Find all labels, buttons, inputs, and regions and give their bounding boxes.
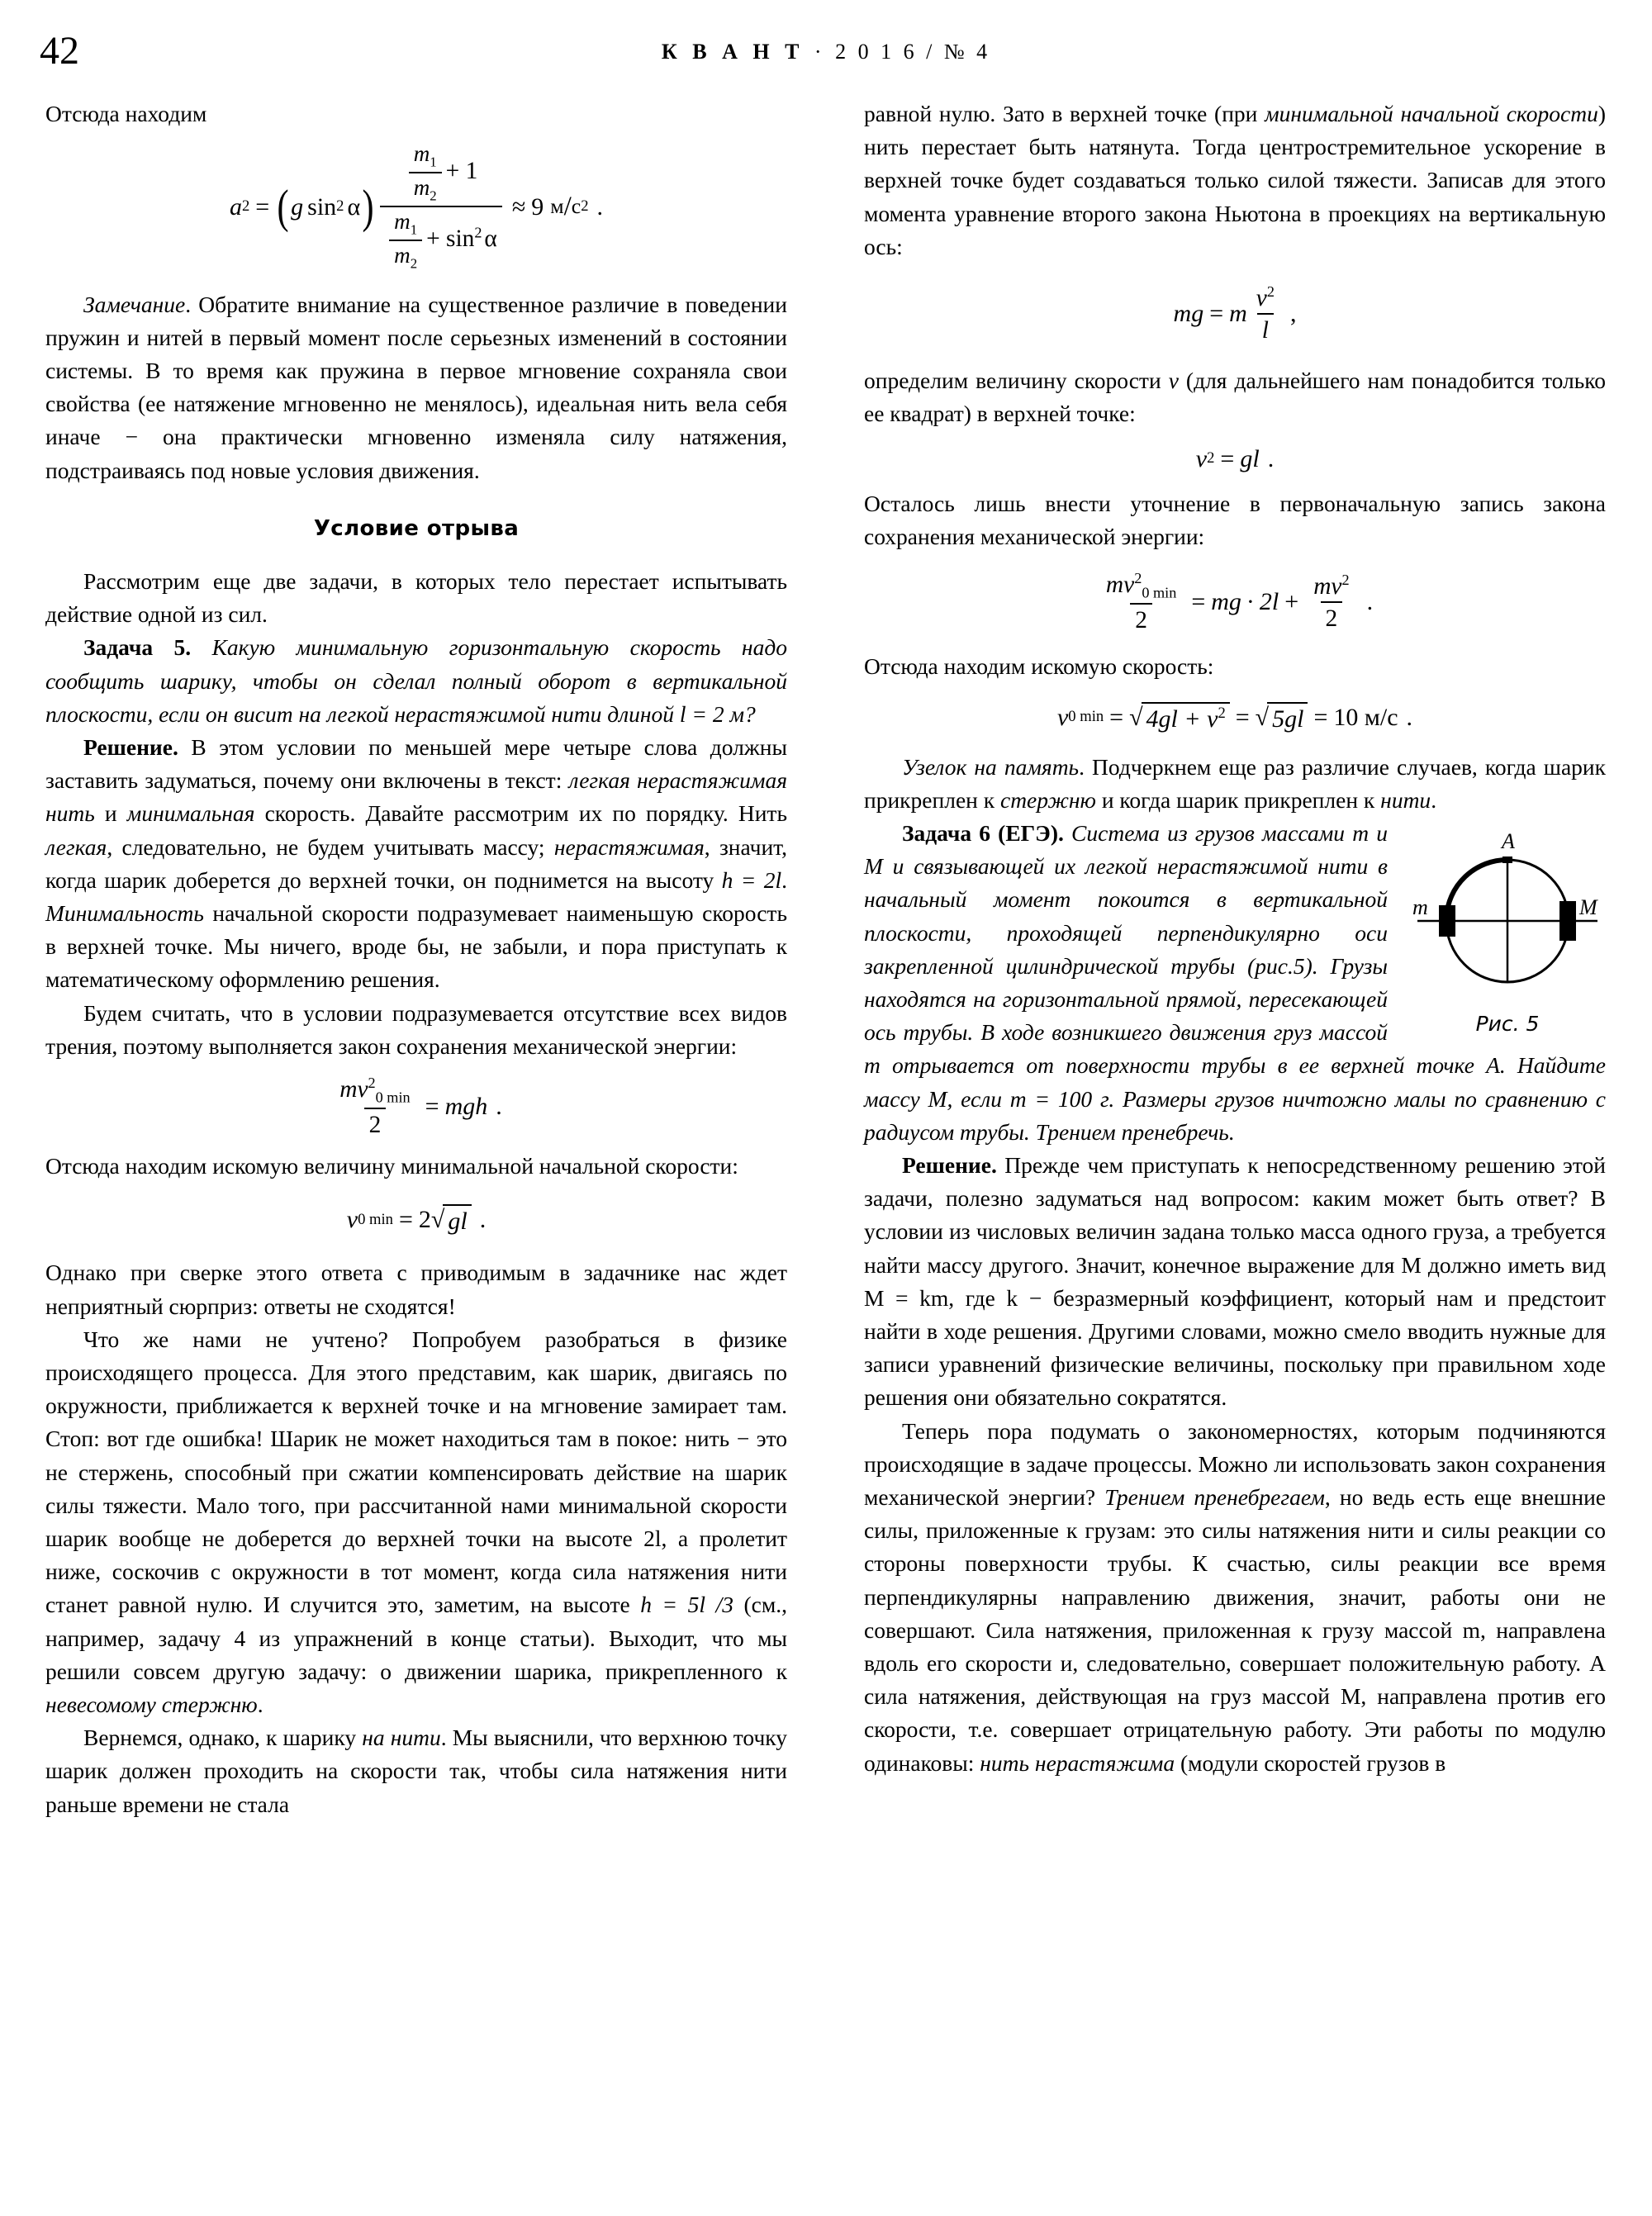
formula-a2-period: . — [596, 192, 604, 221]
v0-period: . — [479, 1206, 487, 1234]
solution-right-p1: Прежде чем приступать к непосредственному решению этой задачи, полезно задуматься над вопросом: каким может быть ответ? В условии из числовых величин задана только масса одного груза, а требуется найти массу другого. Значит, конечное выражение для M должно иметь вид M = km, где k − безразмерный коэффициент, который нам и предстоит найти в ходе решения. Другими словами, можно смело вводить нужные для записи уравнений физические величины, поскольку при правильном ходе решения они обязательно сократятся. — [864, 1152, 1606, 1411]
energy2-dot: · — [1246, 588, 1255, 616]
para-v-b: (для дальнейшего нам понадобится только ее квадрат) в верхней точке: — [864, 367, 1606, 426]
formula-a2-bigfrac — [380, 142, 502, 271]
paren-open: ( — [277, 180, 289, 233]
solution-right-p2-it2: нить нерастяжима — [980, 1749, 1175, 1776]
figure-5 — [1409, 823, 1606, 1041]
v0min-eq1: = — [1109, 703, 1124, 731]
formula-a2-plus-sin: + sin — [426, 225, 475, 252]
energy2-rhs-frac — [1308, 572, 1354, 632]
task6-solution-paragraph — [864, 1149, 1606, 1415]
knot-c: . — [1431, 786, 1437, 813]
num-m2-sub: 2 — [430, 187, 437, 204]
task6-label: Задача 6 — [902, 819, 991, 846]
v0-sqrt: √ gl — [431, 1204, 472, 1235]
para-analysis-it: невесомому стержню — [45, 1691, 258, 1717]
formula-a2: a 2 = ( g sin 2 α ) $\frac{m_1}{m_2}$ + 1 $\frac{m_1}{m_2}$ + $\sin^2 \alpha$ ≈ 9 м / с 2 . — [229, 141, 604, 272]
newton-comma: , — [1289, 300, 1297, 328]
para-analysis-c: . — [257, 1691, 263, 1717]
para-v — [864, 364, 1606, 430]
solution-right-p2-b: , но ведь есть еще внешние силы, приложенные к грузам: это силы натяжения нити и силы реакции со стороны поверхности трубы. К счастью, силы реакции все время перпендикулярны направлению движения, значит, работы они не совершают. Сила натяжения, приложенная к грузу массой m, направлена вдоль его скорости и, следовательно, совершает положительную работу. А сила натяжения, действующая на груз массой M, направлена против его скорости, т.е. совершает отрицательную работу. Эти работы по модулю одинаковы: — [864, 1484, 1606, 1776]
task6-ege: (ЕГЭ). — [990, 819, 1072, 846]
v2-period: . — [1267, 444, 1275, 472]
formula-newton — [864, 283, 1606, 344]
solution-p1-it4: нерастяжимая — [553, 833, 705, 860]
solution-p1-it3: легкая — [45, 833, 107, 860]
figure-label-a: A — [1502, 828, 1515, 853]
left-column — [45, 97, 787, 1821]
newton-v: v — [1256, 284, 1267, 311]
v0min-eq2: = — [1235, 703, 1250, 731]
formula-a2-plus-one: + 1 — [445, 158, 478, 185]
mass-m-block — [1439, 905, 1455, 937]
para-friction: Будем считать, что в условии подразумевается отсутствие всех видов трения, поэтому выполняется закон сохранения механической энергии: — [45, 999, 787, 1059]
solution-p1-d: , следовательно, не будем учитывать массу; — [107, 833, 554, 860]
energy2-eq: = — [1191, 588, 1206, 616]
figure-label-M: M — [1579, 894, 1597, 919]
energy2-v-sub: 0 min — [1142, 584, 1177, 601]
solution-p1-h: начальной скорости подразумевает наименьшую скорость в верхней точке. Мы ничего, вроде бы, не забыли, и пора приступать к математическому оформлению решения. — [45, 900, 787, 993]
formula-v0min-left — [45, 1204, 787, 1235]
v0-sub: 0 min — [358, 1210, 393, 1228]
paren-close: ) — [362, 180, 374, 233]
para-v-it: v — [1168, 367, 1179, 393]
knot-paragraph — [864, 751, 1606, 817]
energy-rhs: mgh — [444, 1093, 488, 1121]
num-m2: m — [413, 175, 430, 201]
para-top-it: минимальной начальной скорости — [1265, 101, 1598, 126]
solution-label-right: Решение. — [902, 1152, 997, 1179]
solution-p1-g: . — [781, 866, 787, 893]
figure-label-m: m — [1412, 894, 1428, 919]
energy-v: v — [357, 1075, 368, 1103]
solution-label-left: Решение. — [83, 734, 178, 761]
remark-text: . Обратите внимание на существенное различие в поведении пружин и нитей в первый момент после серьезных изменений в состоянии системы. В то время как пружина в первое мгновение сохраняла свои свойства (ее натяжение мгновенно не менялось), идеальная нить вела себя иначе − она практически мгновенно изменяла силу натяжения, подстраиваясь под новые условия движения. — [45, 291, 787, 483]
solution-p1-e: , значит, когда шарик доберется до верхней точки, он поднимется на высоту — [45, 833, 787, 893]
formula-a2-lhs: a — [229, 192, 242, 221]
energy2-m: m — [1105, 572, 1124, 599]
v0min-eq3: = — [1313, 703, 1328, 731]
newton-m: m — [1229, 300, 1247, 328]
formula-a2-eq: = — [255, 192, 270, 221]
task6-solution-paragraph-2 — [864, 1415, 1606, 1780]
den-m1: m — [394, 208, 411, 234]
v0min-sqrt1: √ $4gl + v^2$ — [1129, 702, 1230, 733]
energy2-period: . — [1366, 588, 1374, 616]
newton-v-sup: 2 — [1266, 283, 1275, 301]
energy2-mg: mg — [1211, 588, 1241, 616]
para-return — [45, 1721, 787, 1821]
energy2-lhs-frac — [1101, 570, 1181, 633]
solution-right-p2-c: (модули скоростей грузов в — [1175, 1749, 1446, 1776]
section-heading: Условие отрыва — [313, 515, 520, 541]
v0-coef: 2 — [418, 1206, 431, 1234]
para-v-a: определим величину скорости — [864, 367, 1169, 393]
formula-a2-g: g — [291, 192, 304, 221]
energy2-v: v — [1123, 572, 1135, 599]
newton-eq: = — [1209, 300, 1224, 328]
formula-a2-unit-num: м — [550, 194, 564, 219]
para-return-a: Вернемся, однако, к шарику — [83, 1725, 363, 1751]
solution-p1-c: скорость. Давайте рассмотрим их по порядку. Нить — [254, 800, 787, 827]
formula-a2-num-frac — [409, 142, 442, 204]
energy-m: m — [339, 1075, 358, 1103]
para-refine: Осталось лишь внести уточнение в первоначальную запись закона сохранения механической энергии: — [864, 490, 1606, 550]
energy2-plus: + — [1284, 588, 1299, 616]
solution-p1-a: В этом условии по меньшей мере четыре слова должны заставить задуматься, почему они включены в текст: — [45, 734, 787, 794]
para-top-b: ) нить перестает быть натянута. Тогда центростремительное ускорение в верхней точке будет создаваться только силой тяжести. Записав для этого момента уравнение второго закона Ньютона в проекциях на вертикальную ось: — [864, 101, 1606, 259]
para-return-b: . Мы выяснили, что верхнюю точку шарик должен проходить на скорости так, чтобы сила натяжения нити раньше времени не стала — [45, 1725, 787, 1817]
remark-label: Замечание — [83, 291, 186, 317]
para-analysis-a: Что же нами не учтено? Попробуем разобраться в физике происходящего процесса. Для этого представим, как шарик, двигаясь по окружности, приближается к верхней точке и на мгновение замирает там. Стоп: вот где ошибка! Шарик не может находиться там в покое: нить − это не стержень, способный при сжатии компенсировать действие на шарик силы тяжести. Мало того, при рассчитанной нами минимальной скорости шарик вообще не доберется до верхней точки на высоте 2l, а пролетит ниже, соскочив с окружности в тот момент, когда сила натяжения нити станет равной нулю. И случится это, заметим, на высоте — [45, 1326, 787, 1618]
solution-p1-it2: минимальная — [126, 800, 255, 827]
para-analysis-h: h = 5l /3 — [640, 1592, 733, 1618]
task6-statement: Система из грузов массами m и M и связывающей их легкой нерастяжимой нити в начальный момент покоится в вертикальной плоскости, проходящей перпендикулярно оси закрепленной цилиндрической трубы (рис.5). Грузы находятся на горизонтальной прямой, пересекающей ось трубы. В ходе возникшего движения груз массой m отрывается от поверхности трубы в ее верхней точке A. Найдите массу M, если m = 100 г. Размеры грузов ничтожно малы по сравнению с радиусом трубы. Трением пренебречь. — [864, 819, 1606, 1145]
v0-v: v — [346, 1206, 358, 1234]
num-m1-sub: 1 — [430, 154, 437, 170]
den-m2-sub: 2 — [410, 255, 418, 272]
formula-a2-plus-sin-pow: 2 — [474, 224, 482, 241]
header-separator: · — [814, 40, 825, 64]
formula-a2-sin: sin — [307, 192, 337, 221]
solution-p1-it1: легкая нерастяжимая нить — [45, 767, 787, 827]
page-header — [0, 31, 1652, 71]
v0-eq: = — [398, 1206, 413, 1234]
energy2-m2: m — [1313, 572, 1332, 600]
v0min-v: v — [1056, 703, 1069, 731]
formula-a2-den-frac — [389, 210, 422, 272]
task5-statement: Какую минимальную горизонтальную скорость надо сообщить шарику, чтобы он сделал полный оборот в вертикальной плоскости, если он висит на легкой нерастяжимой нити длиной l = 2 м? — [45, 634, 787, 727]
solution-right-p2-it: Трением пренебрегаем — [1104, 1484, 1325, 1511]
v2-sup: 2 — [1207, 449, 1215, 467]
formula-a2-sin-pow: 2 — [336, 197, 344, 216]
num-m1: m — [413, 141, 430, 167]
solution-right-p2-a: Теперь пора подумать о закономерностях, которым подчиняются происходящие в задаче процессы. Можно ли использовать закон сохранения механической энергии? — [864, 1417, 1606, 1511]
issue-label: 2 0 1 6 / № 4 — [835, 40, 991, 64]
running-head — [0, 40, 1652, 64]
v0-radicand: gl — [443, 1204, 471, 1235]
task5-solution-paragraph — [45, 731, 787, 997]
para-analysis-b: (см., например, задачу 4 из упражнений в конце статьи). Выходит, что мы решили совсем другую задачу: о движении шарика, прикрепленного к — [45, 1592, 787, 1684]
knot-b: и когда шарик прикреплен к — [1095, 786, 1381, 813]
para-top-a: равной нулю. Зато в верхней точке (при — [864, 101, 1265, 126]
knot-it2: нити — [1380, 786, 1431, 813]
para-analysis — [45, 1323, 787, 1721]
task5-paragraph — [45, 631, 787, 731]
formula-a2-value: 9 — [531, 192, 544, 221]
v2-rhs: gl — [1240, 444, 1260, 472]
energy-v-sup: 2 — [368, 1075, 376, 1092]
formula-a2-alpha: α — [347, 192, 361, 221]
formula-a2-approx: ≈ — [511, 192, 526, 221]
v0min-sqrt2: √ 5gl — [1256, 702, 1308, 733]
energy2-v-sup: 2 — [1134, 570, 1142, 587]
right-column — [864, 97, 1606, 1780]
para-return-it: на нити — [362, 1725, 441, 1751]
den-m1-sub: 1 — [410, 221, 418, 238]
newton-frac — [1251, 283, 1279, 344]
para-top — [864, 97, 1606, 263]
energy-period: . — [496, 1093, 502, 1121]
knot-a: . Подчеркнем еще раз различие случаев, когда шарик прикреплен к — [864, 753, 1606, 813]
v0min-value: 10 м/с — [1333, 703, 1398, 731]
den-m2: m — [394, 242, 411, 268]
formula-a2-lhs-sub: 2 — [241, 197, 250, 216]
para-find: Отсюда находим искомую величину минимальной начальной скорости: — [45, 1153, 738, 1179]
point-a-marker — [1502, 857, 1512, 863]
energy2-2l: 2l — [1259, 588, 1279, 616]
newton-den: l — [1261, 317, 1269, 344]
intro-line: Отсюда находим — [45, 101, 207, 126]
energy2-v2: v — [1331, 572, 1342, 600]
energy2-den: 2 — [1135, 607, 1147, 634]
formula-a2-unit-den: с — [571, 194, 582, 219]
formula-a2-plus-sin-alpha: α — [484, 225, 497, 252]
cylinder-tube-diagram — [1409, 823, 1606, 997]
para-consider: Рассмотрим еще две задачи, в которых тело перестает испытывать действие одной из сил. — [45, 568, 787, 628]
v0min-rad1: 4gl + v — [1146, 705, 1218, 733]
energy2-den2: 2 — [1325, 605, 1338, 633]
remark-paragraph — [45, 288, 787, 487]
v0min-rad1-sup: 2 — [1218, 704, 1226, 722]
knot-it1: стержню — [999, 786, 1096, 813]
solution-p1-b: и — [94, 800, 127, 827]
para-find-speed: Отсюда находим искомую скорость: — [864, 653, 1214, 680]
energy2-v2-sup: 2 — [1341, 572, 1350, 589]
energy-eq: = — [425, 1093, 439, 1121]
para-surprise: Однако при сверке этого ответа с приводимым в задачнике нас ждет неприятный сюрприз: ответы не сходятся! — [45, 1260, 787, 1319]
solution-p1-it5: Минимальность — [45, 900, 204, 927]
formula-v0min-right — [864, 702, 1606, 733]
v0min-rad2: 5gl — [1267, 702, 1308, 733]
page-number: 42 — [40, 29, 79, 73]
mass-M-block — [1559, 901, 1576, 941]
figure-caption: Рис. 5 — [1475, 1012, 1540, 1037]
formula-energy-frac — [335, 1075, 415, 1138]
task5-label: Задача 5. — [83, 634, 192, 661]
v2-eq: = — [1220, 444, 1235, 472]
solution-p1-f: h = 2l — [721, 866, 782, 893]
v0min-sub: 0 min — [1068, 707, 1104, 725]
journal-title: К В А Н Т — [661, 40, 805, 64]
v2-v: v — [1195, 444, 1208, 472]
energy-den: 2 — [368, 1111, 382, 1138]
newton-lhs: mg — [1173, 300, 1204, 328]
formula-a2-unit-pow: 2 — [581, 197, 589, 216]
formula-energy2 — [864, 570, 1606, 633]
formula-energy — [45, 1075, 787, 1138]
energy-v-sub: 0 min — [375, 1089, 411, 1106]
v0min-period: . — [1406, 703, 1413, 731]
formula-v2 — [864, 445, 1606, 472]
knot-label: Узелок на память — [902, 753, 1080, 780]
thread-arc — [1446, 860, 1507, 918]
